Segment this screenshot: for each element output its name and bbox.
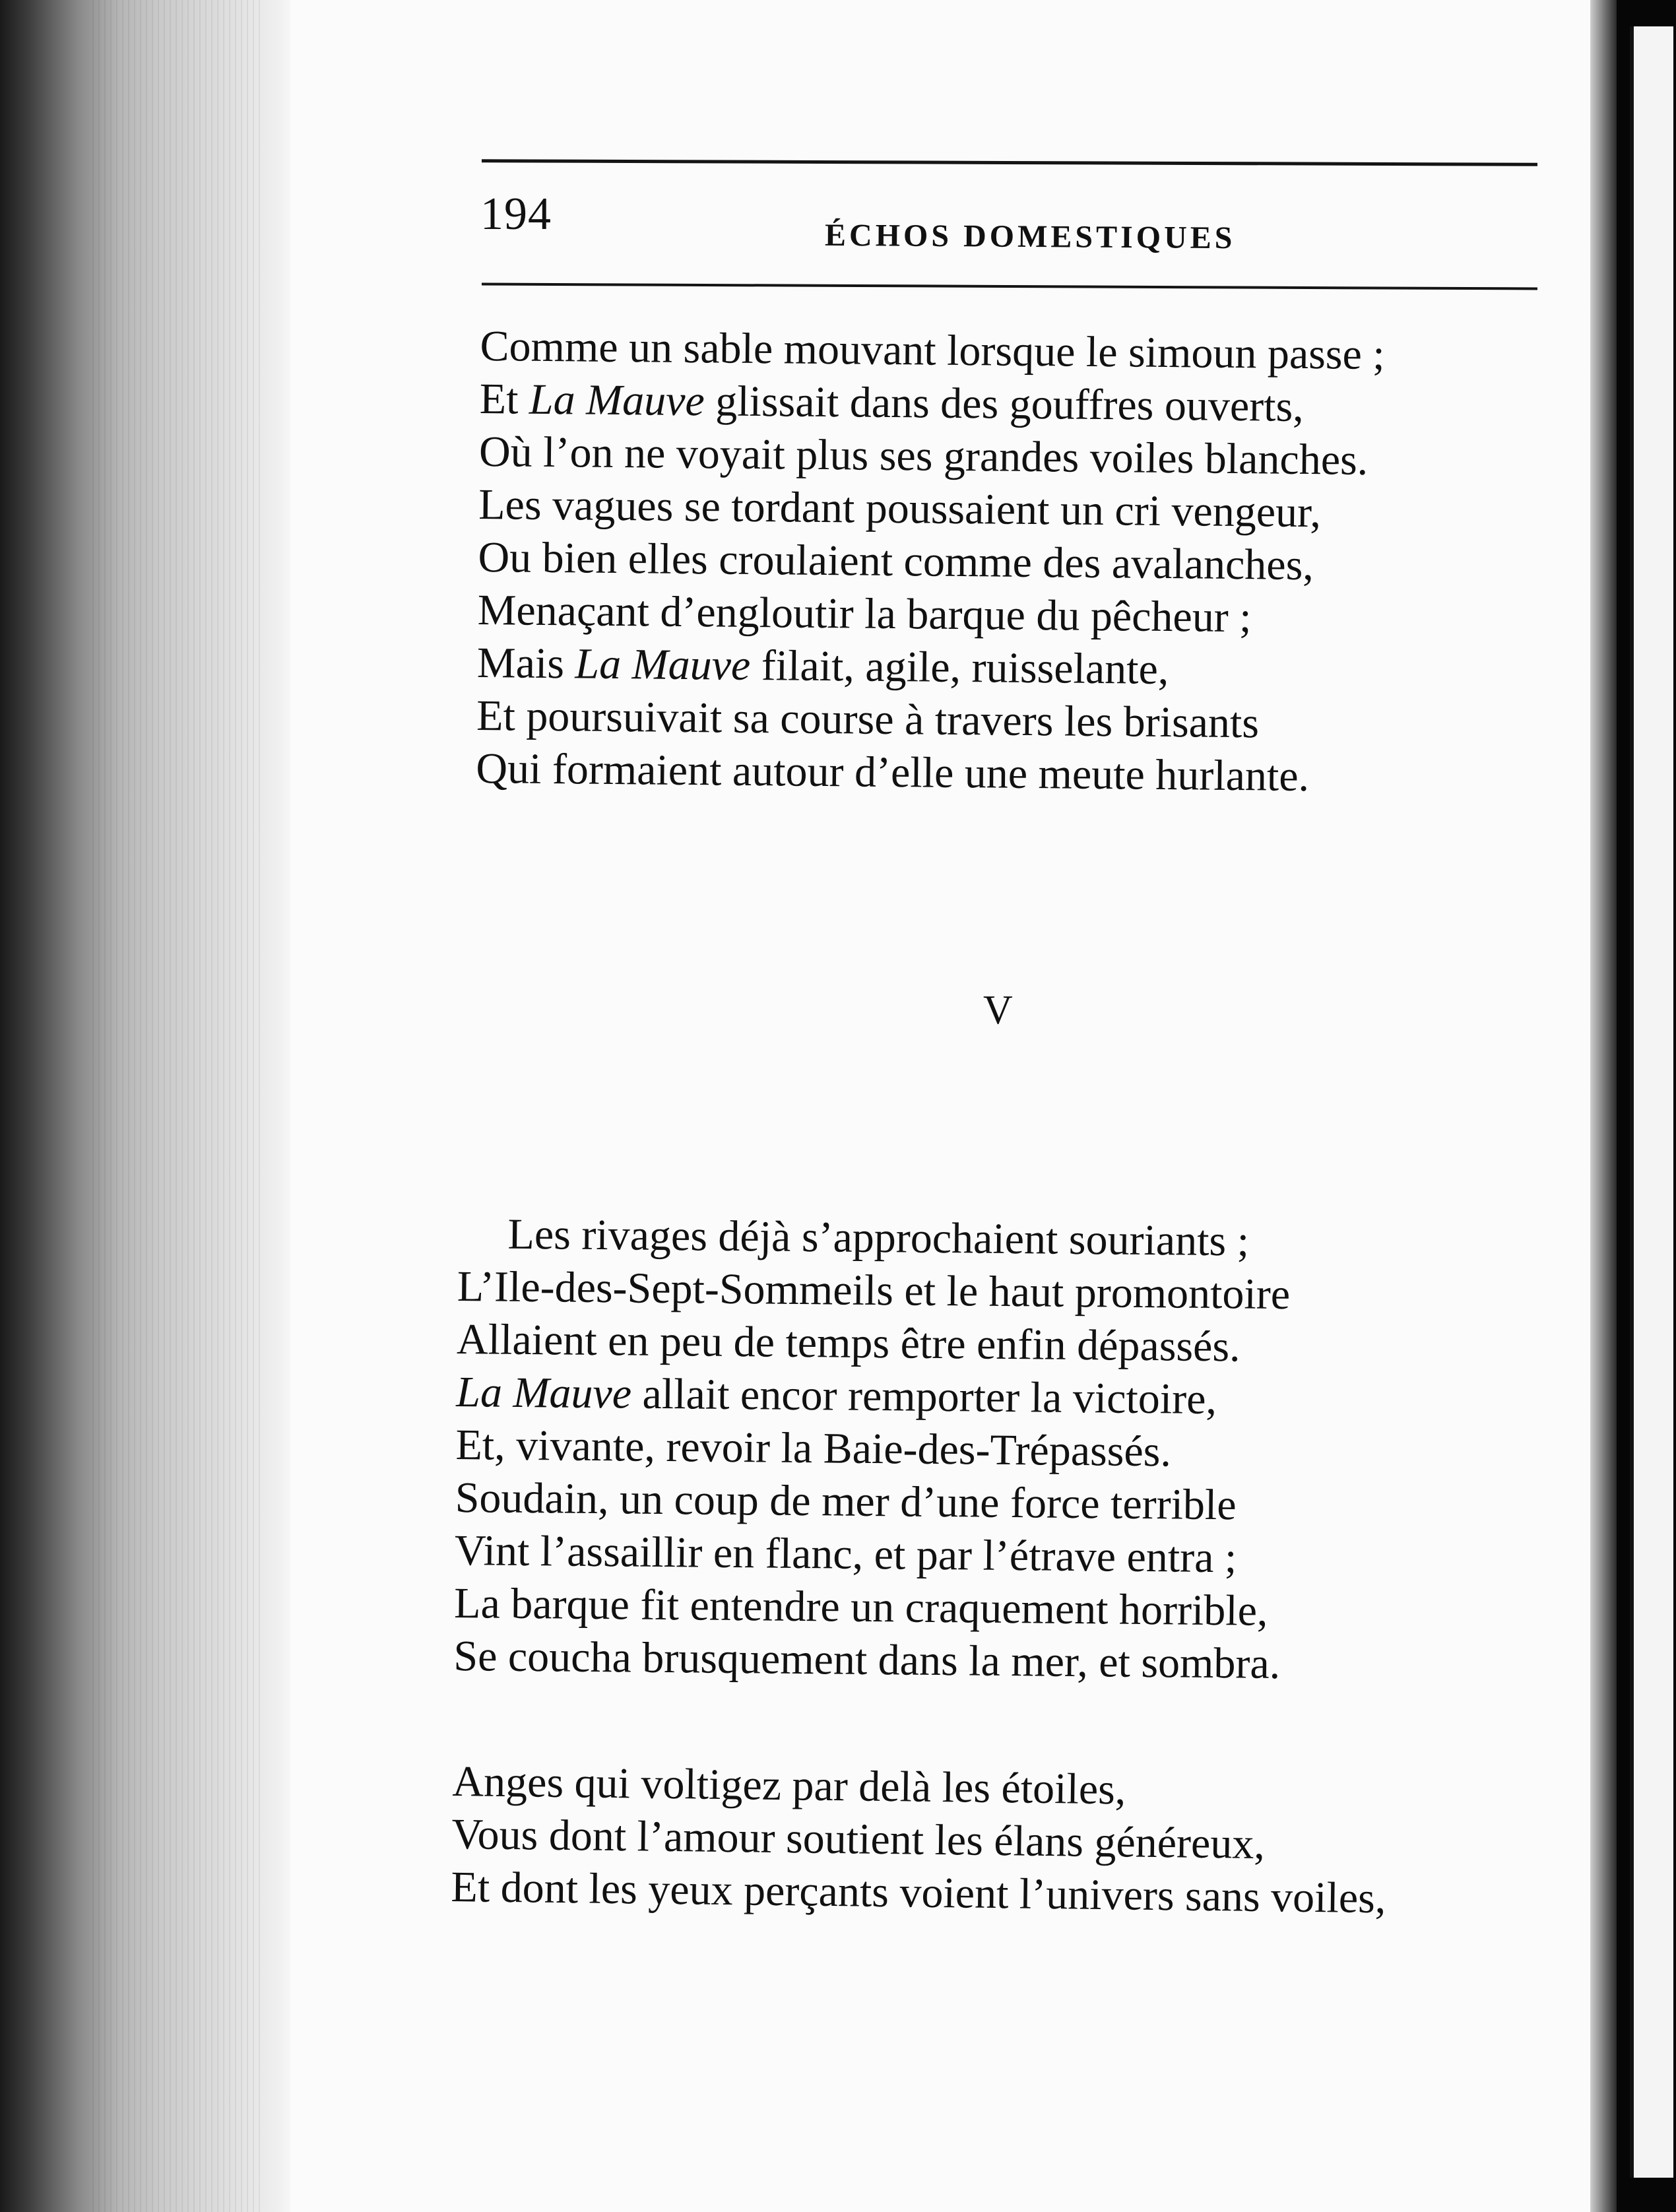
verse-line: Vint l’assaillir en flanc, et par l’étrave entra ; <box>454 1526 1237 1582</box>
verse-line: Et La Mauve glissait dans des gouffres ouverts, <box>479 374 1305 431</box>
verse-line: Menaçant d’engloutir la barque du pêcheur ; <box>477 585 1252 642</box>
verse-line: Les rivages déjà s’approchaient souriants ; <box>507 1210 1250 1266</box>
verse-line: Et dont les yeux perçants voient l’univers sans voiles, <box>451 1862 1386 1923</box>
section-numeral: V <box>983 988 1013 1033</box>
verse-line: La Mauve allait encor remporter la victoire, <box>455 1367 1217 1424</box>
page-gutter-shadow <box>1590 0 1617 2212</box>
ship-name: La Mauve <box>529 375 705 426</box>
running-title: ÉCHOS DOMESTIQUES <box>824 217 1236 256</box>
verse-line: Se coucha brusquement dans la mer, et sombra. <box>453 1631 1281 1688</box>
verse-line: Comme un sable mouvant lorsque le simoun passe ; <box>480 321 1386 379</box>
verse-line: L’Ile-des-Sept-Sommeils et le haut promontoire <box>457 1262 1291 1319</box>
verse-line: Mais La Mauve filait, agile, ruisselante, <box>476 638 1169 694</box>
stanza-2 <box>453 1208 1291 1691</box>
page-edge-lines <box>92 0 264 2212</box>
verse-line: Ou bien elles croulaient comme des avalanches, <box>478 533 1314 590</box>
verse-line: Allaient en peu de temps être enfin dépassés. <box>456 1315 1241 1371</box>
ship-name: La Mauve <box>455 1367 632 1418</box>
verse-line: Et, vivante, revoir la Baie-des-Trépassés. <box>455 1420 1172 1476</box>
stanza-1 <box>476 320 1385 804</box>
verse-line: Anges qui voltigez par delà les étoiles, <box>452 1757 1126 1814</box>
verse-line: Qui formaient autour d’elle une meute hurlante. <box>476 744 1310 801</box>
facing-page-sliver <box>1630 26 1673 2178</box>
ship-name: La Mauve <box>575 639 751 690</box>
verse-line: La barque fit entendre un craquement horrible, <box>453 1578 1268 1635</box>
verse-line: Soudain, un coup de mer d’une force terrible <box>455 1473 1237 1530</box>
page-number: 194 <box>480 189 552 240</box>
verse-line: Les vagues se tordant poussaient un cri vengeur, <box>478 480 1322 537</box>
verse-line: Où l’on ne voyait plus ses grandes voiles blanches. <box>478 427 1369 484</box>
stanza-3 <box>451 1755 1388 1925</box>
verse-line: Vous dont l’amour soutient les élans généreux, <box>451 1809 1266 1869</box>
verse-line: Et poursuivait sa course à travers les brisants <box>476 691 1260 748</box>
